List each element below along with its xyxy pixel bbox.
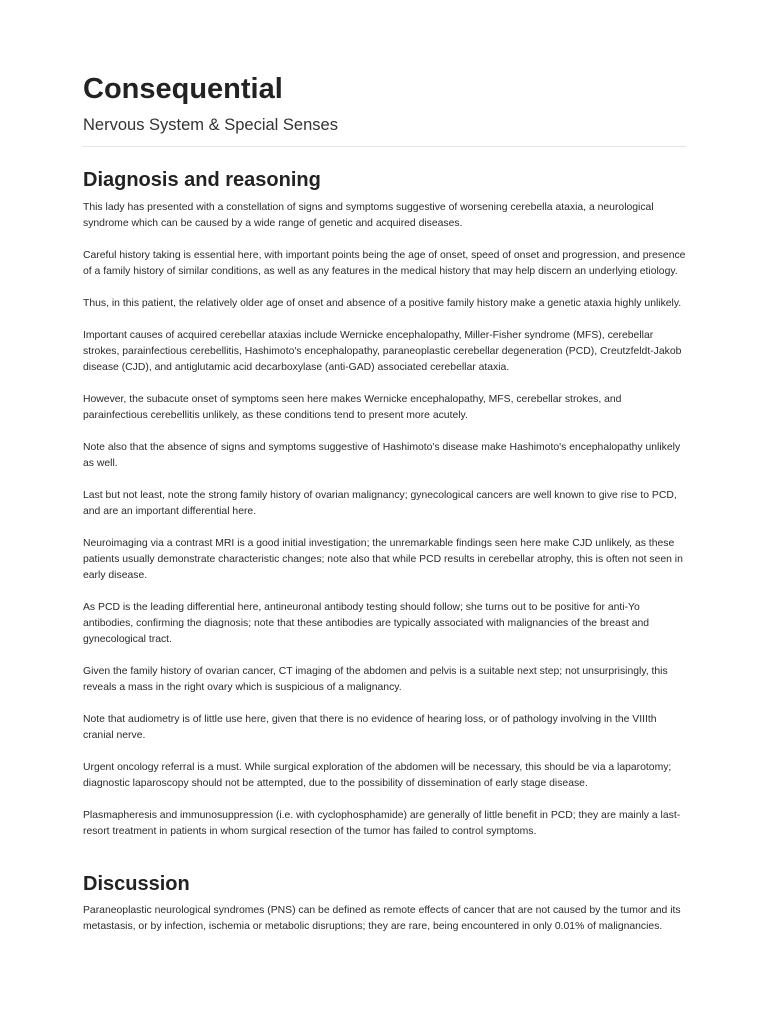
diagnosis-section — [83, 167, 685, 840]
diagnosis-paragraph: Note also that the absence of signs and symptoms suggestive of Hashimoto's disease make Hashimoto's encephalopathy unlikely as well. — [83, 442, 681, 469]
diagnosis-paragraph: Thus, in this patient, the relatively older age of onset and absence of a positive family history make a genetic ataxia highly unlikely. — [83, 298, 682, 309]
diagnosis-paragraph: Neuroimaging via a contrast MRI is a good initial investigation; the unremarkable findings seen here make CJD unlikely, as these patients usually demonstrate characteristic changes; note also that while PCD results in cerebellar atrophy, this is often not seen in early disease. — [83, 538, 683, 581]
diagnosis-paragraph: Important causes of acquired cerebellar ataxias include Wernicke encephalopathy, Miller-Fisher syndrome (MFS), cerebellar strokes, parainfectious cerebellitis, Hashimoto's encephalopathy, paraneoplastic cerebellar degeneration (PCD), Creutzfeldt-Jakob disease (CJD), and antiglutamic acid decarboxylase (anti-GAD) associated cerebellar ataxia. — [83, 330, 682, 373]
discussion-paragraph: Paraneoplastic neurological syndromes (PNS) can be defined as remote effects of cancer that are not caused by the tumor and its metastasis, or by infection, ischemia or metabolic disruptions; they are rare, being encountered in only 0.01% of malignancies. — [83, 905, 681, 932]
diagnosis-paragraph: Given the family history of ovarian cancer, CT imaging of the abdomen and pelvis is a suitable next step; not unsurprisingly, this reveals a mass in the right ovary which is suspicious of a malignancy. — [83, 666, 668, 693]
diagnosis-paragraph: This lady has presented with a constellation of signs and symptoms suggestive of worsening cerebella ataxia, a neurological syndrome which can be caused by a wide range of genetic and acquired diseases. — [83, 202, 654, 229]
header-divider — [83, 146, 686, 147]
diagnosis-paragraph: Plasmapheresis and immunosuppression (i.e. with cyclophosphamide) are generally of little benefit in PCD; they are mainly a last-resort treatment in patients in whom surgical resection of the tumor has failed to control symptoms. — [83, 810, 681, 837]
diagnosis-paragraph: Urgent oncology referral is a must. While surgical exploration of the abdomen will be necessary, this should be via a laparotomy; diagnostic laparoscopy should not be attempted, due to the possibility of dissemination of early stage disease. — [83, 762, 672, 789]
discussion-heading: Discussion — [83, 873, 190, 895]
diagnosis-paragraph: However, the subacute onset of symptoms seen here makes Wernicke encephalopathy, MFS, cerebellar strokes, and parainfectious cerebellitis unlikely, as these conditions tend to present more acutely. — [83, 394, 622, 421]
diagnosis-heading: Diagnosis and reasoning — [83, 169, 321, 191]
diagnosis-paragraph: As PCD is the leading differential here, antineuronal antibody testing should follow; she turns out to be positive for anti-Yo antibodies, confirming the diagnosis; note that these antibodies are typically associated with malignancies of the breast and gynecological tract. — [83, 602, 650, 645]
diagnosis-paragraph: Last but not least, note the strong family history of ovarian malignancy; gynecological cancers are well known to give rise to PCD, and are an important differential here. — [83, 490, 677, 517]
page-subtitle: Nervous System & Special Senses — [83, 116, 338, 134]
diagnosis-paragraph: Note that audiometry is of little use here, given that there is no evidence of hearing loss, or of pathology involving in the VIIIth cranial nerve. — [83, 714, 657, 741]
discussion-section — [83, 871, 685, 935]
page-title: Consequential — [83, 73, 283, 105]
diagnosis-paragraph: Careful history taking is essential here, with important points being the age of onset, speed of onset and progression, and presence of a family history of similar conditions, as well as any features in the medical history that may help discern an underlying etiology. — [83, 250, 686, 277]
